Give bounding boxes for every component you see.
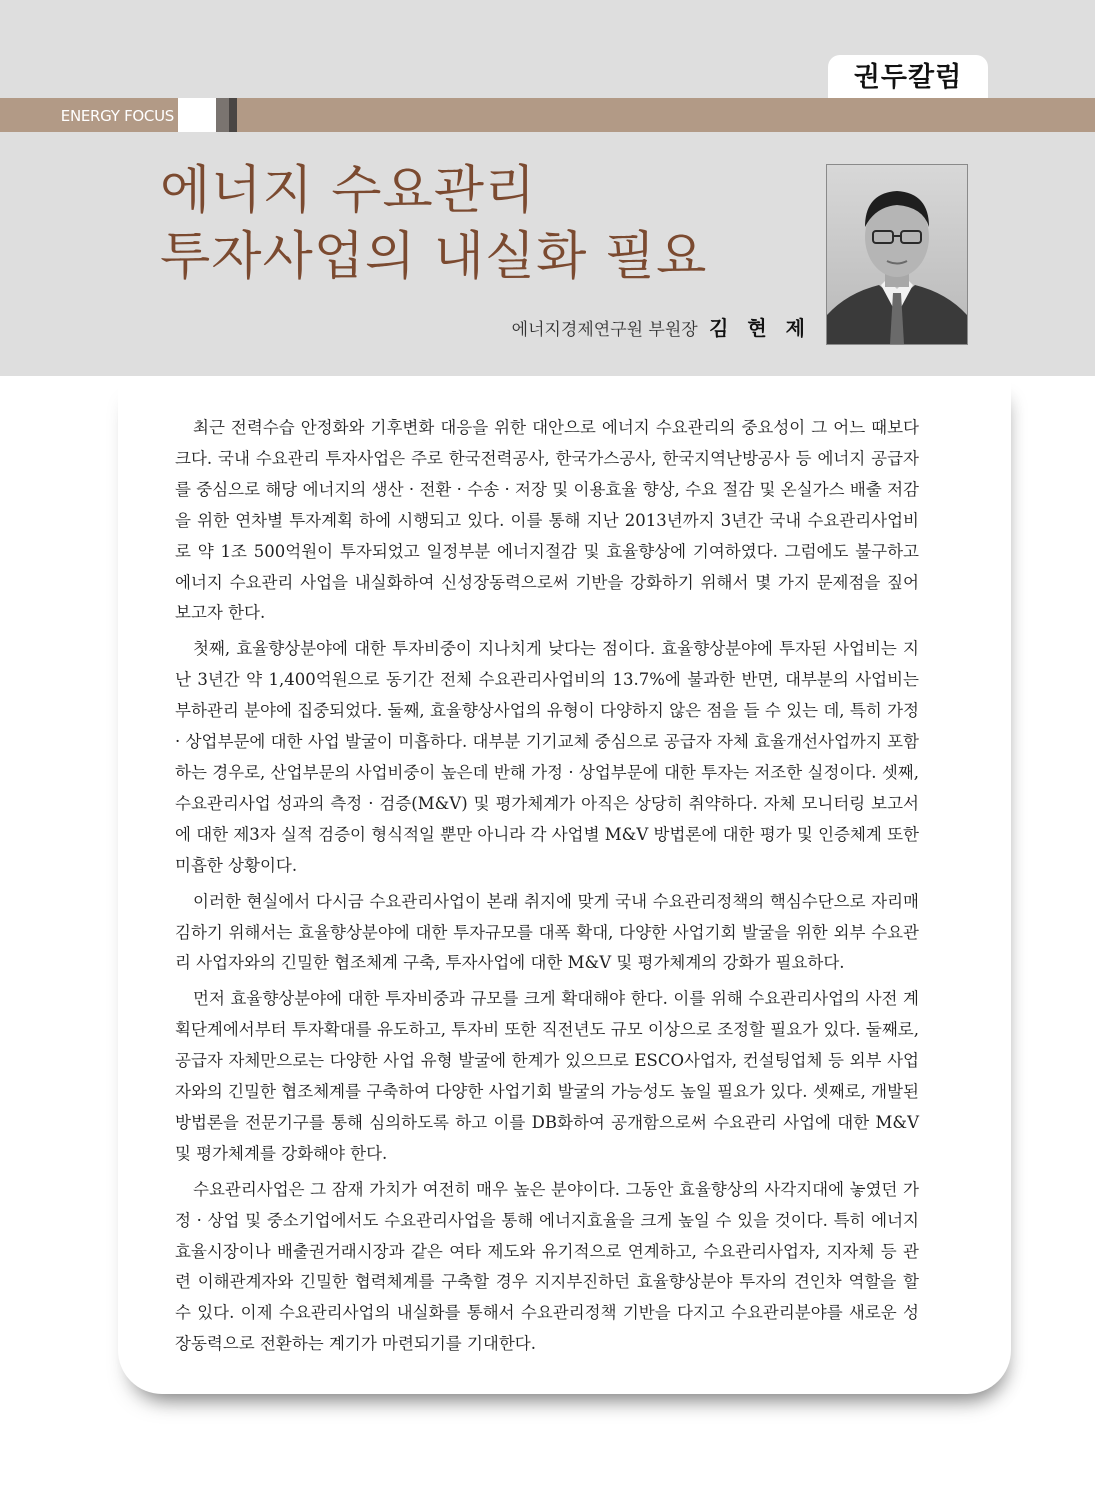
- article-paragraph-2: 첫째, 효율향상분야에 대한 투자비중이 지나치게 낮다는 점이다. 효율향상분야에 투자된 사업비는 지난 3년간 약 1,400억원으로 동기간 전체 수요관리사업비의 13.7%에 불과한 반면, 대부분의 사업비는 부하관리 분야에 집중되었다. 둘째, 효율향상사업의 유형이 다양하지 않은 점을 들 수 있는 데, 특히 가정 · 상업부문에 대한 사업 발굴이 미흡하다. 대부분 기기교체 중심으로 공급자 자체 효율개선사업까지 포함하는 경우로, 산업부문의 사업비중이 높은데 반해 가정 · 상업부문에 대한 투자는 저조한 실정이다. 셋째, 수요관리사업 성과의 측정 · 검증(M&V) 및 평가체계가 아직은 상당히 취약하다. 자체 모니터링 보고서에 대한 제3자 실적 검증이 형식적일 뿐만 아니라 각 사업별 M&V 방법론에 대한 평가 및 인증체계 또한 미흡한 상황이다.: [175, 639, 919, 875]
- author-photo: [826, 164, 968, 345]
- article-paragraph-5: 수요관리사업은 그 잠재 가치가 여전히 매우 높은 분야이다. 그동안 효율향상의 사각지대에 놓였던 가정 · 상업 및 중소기업에서도 수요관리사업을 통해 에너지효율을 크게 높일 수 있을 것이다. 특히 에너지효율시장이나 배출권거래시장과 같은 여타 제도와 유기적으로 연계하고, 수요관리사업자, 지자체 등 관련 이해관계자와 긴밀한 협력체계를 구축할 경우 지지부진하던 효율향상분야 투자의 견인차 역할을 할 수 있다. 이제 수요관리사업의 내실화를 통해서 수요관리정책 기반을 다지고 수요관리분야를 새로운 성장동력으로 전환하는 계기가 마련되기를 기대한다.: [175, 1179, 919, 1354]
- article-title-line-1: 에너지 수요관리: [160, 161, 537, 221]
- article-body: [175, 413, 919, 1365]
- band-accent-white: [178, 98, 216, 132]
- author-byline: [512, 312, 811, 341]
- column-category-tab: 권두칼럼: [828, 55, 988, 98]
- band-accent-dark: [229, 98, 237, 132]
- article-paragraph-1: 최근 전력수습 안정화와 기후변화 대응을 위한 대안으로 에너지 수요관리의 중요성이 그 어느 때보다 크다. 국내 수요관리 투자사업은 주로 한국전력공사, 한국가스공사, 한국지역난방공사 등 에너지 공급자를 중심으로 해당 에너지의 생산 · 전환 · 수송 · 저장 및 이용효율 향상, 수요 절감 및 온실가스 배출 저감을 위한 연차별 투자계획 하에 시행되고 있다. 이를 통해 지난 2013년까지 3년간 국내 수요관리사업비로 약 1조 500억원이 투자되었고 일정부분 에너지절감 및 효율향상에 기여하였다. 그럼에도 불구하고 에너지 수요관리 사업을 내실화하여 신성장동력으로써 기반을 강화하기 위해서 몇 가지 문제점을 짚어 보고자 한다.: [175, 418, 919, 623]
- author-portrait-image: [827, 165, 967, 344]
- article-paragraph-3: 이러한 현실에서 다시금 수요관리사업이 본래 취지에 맞게 국내 수요관리정책의 핵심수단으로 자리매김하기 위해서는 효율향상분야에 대한 투자규모를 대폭 확대, 다양한 사업기회 발굴을 위한 외부 수요관리 사업자와의 긴밀한 협조체계 구축, 투자사업에 대한 M&V 및 평가체계의 강화가 필요하다.: [175, 891, 919, 973]
- article-title: [160, 158, 707, 290]
- article-title-line-2: 투자사업의 내실화 필요: [160, 227, 708, 287]
- author-name: 김 현 제: [709, 316, 811, 340]
- section-label: ENERGY FOCUS: [60, 107, 174, 125]
- author-affiliation: 에너지경제연구원 부원장: [511, 320, 698, 340]
- article-paragraph-4: 먼저 효율향상분야에 대한 투자비중과 규모를 크게 확대해야 한다. 이를 위해 수요관리사업의 사전 계획단계에서부터 투자확대를 유도하고, 투자비 또한 직전년도 규모 이상으로 조정할 필요가 있다. 둘째로, 공급자 자체만으로는 다양한 사업 유형 발굴에 한계가 있으므로 ESCO사업자, 컨설팅업체 등 외부 사업자와의 긴밀한 협조체계를 구축하여 다양한 사업기회 발굴의 가능성도 높일 필요가 있다. 셋째로, 개발된 방법론을 전문기구를 통해 심의하도록 하고 이를 DB화하여 공개함으로써 수요관리 사업에 대한 M&V 및 평가체계를 강화해야 한다.: [175, 989, 919, 1163]
